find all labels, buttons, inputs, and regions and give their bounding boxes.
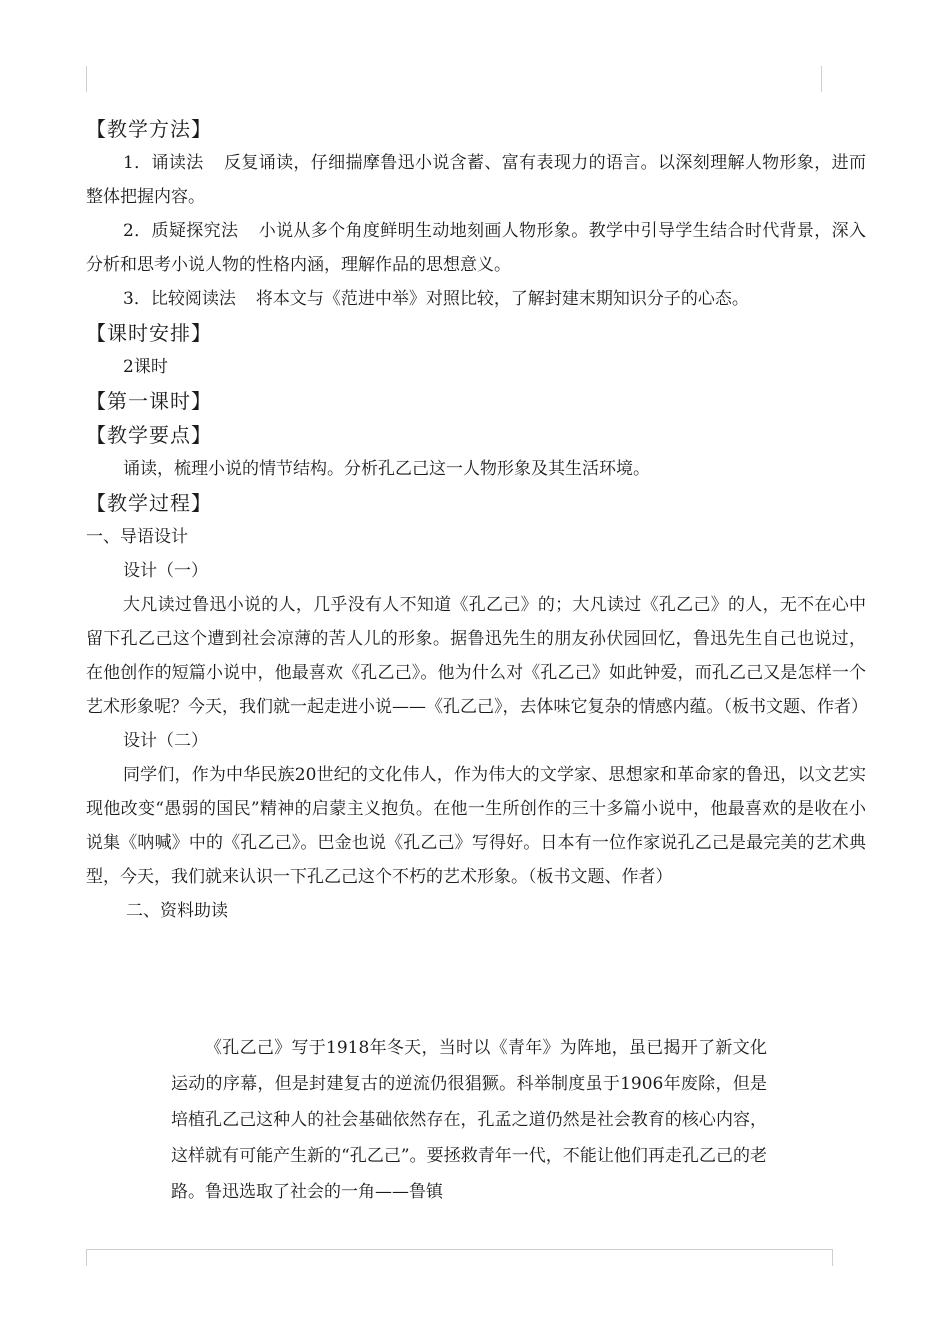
method-item-3 <box>86 282 866 316</box>
page-corner-top-right <box>821 66 822 92</box>
method-item-1-text: 反复诵读，仔细揣摩鲁迅小说含蓄、富有表现力的语言。以深刻理解人物形象，进而整体把握内容。 <box>86 153 866 207</box>
method-item-3-lead: 3．比较阅读法 <box>123 289 236 309</box>
first-lesson-heading: 【第一课时】 <box>86 389 212 413</box>
method-item-3-text: 将本文与《范进中举》对照比较，了解封建末期知识分子的心态。 <box>255 289 749 309</box>
page-corner-top-left <box>86 66 87 92</box>
material-paragraph: 《孔乙己》写于1918年冬天，当时以《青年》为阵地，虽已揭开了新文化运动的序幕，但是封建复古的逆流仍很猖獗。科举制度虽于1906年废除，但是培植孔乙己这种人的社会基础依然存在，孔孟之道仍然是社会教育的核心内容，这样就有可能产生新的“孔乙己”。要拯救青年一代，不能让他们再走孔乙己的老路。鲁迅选取了社会的一角——鲁镇 <box>171 1038 767 1202</box>
method-item-2-lead: 2．质疑探究法 <box>123 221 239 241</box>
method-item-1-lead: 1．诵读法 <box>123 153 204 173</box>
method-heading: 【教学方法】 <box>86 117 212 141</box>
method-item-1 <box>86 146 866 214</box>
key-points-text: 诵读，梳理小说的情节结构。分析孔乙己这一人物形象及其生活环境。 <box>123 459 650 479</box>
schedule-text: 2课时 <box>123 357 168 377</box>
method-item-2-text: 小说从多个角度鲜明生动地刻画人物形象。教学中引导学生结合时代背景，深入分析和思考小说人物的性格内涵，理解作品的思想意义。 <box>86 221 867 275</box>
material-title: 二、资料助读 <box>126 901 228 921</box>
design-1-paragraph: 大凡读过鲁迅小说的人，几乎没有人不知道《孔乙己》的；大凡读过《孔乙己》的人，无不在心中留下孔乙己这个遭到社会凉薄的苦人儿的形象。据鲁迅先生的朋友孙伏园回忆，鲁迅先生自己也说过，在他创作的短篇小说中，他最喜欢《孔乙己》。他为什么对《孔乙己》如此钟爱，而孔乙己又是怎样一个艺术形象呢？今天，我们就一起走进小说——《孔乙己》，去体味它复杂的情感内蕴。（板书文题、作者） <box>86 595 868 717</box>
design-1-label: 设计（一） <box>123 561 208 581</box>
method-item-2 <box>86 214 866 282</box>
key-points-heading: 【教学要点】 <box>86 423 212 447</box>
process-heading: 【教学过程】 <box>86 491 212 515</box>
document-body <box>86 112 866 928</box>
intro-title: 一、导语设计 <box>86 527 188 547</box>
page-footer-rule <box>86 1249 833 1266</box>
schedule-heading: 【课时安排】 <box>86 321 212 345</box>
design-2-paragraph: 同学们，作为中华民族20世纪的文化伟人，作为伟大的文学家、思想家和革命家的鲁迅，以文艺实现他改变“愚弱的国民”精神的启蒙主义抱负。在他一生所创作的三十多篇小说中，他最喜欢的是收在小说集《呐喊》中的《孔乙己》。巴金也说《孔乙己》写得好。日本有一位作家说孔乙己是最完美的艺术典型，今天，我们就来认识一下孔乙己这个不朽的艺术形象。（板书文题、作者） <box>86 765 866 887</box>
design-2-label: 设计（二） <box>123 731 208 751</box>
material-quote-block <box>171 1030 767 1210</box>
